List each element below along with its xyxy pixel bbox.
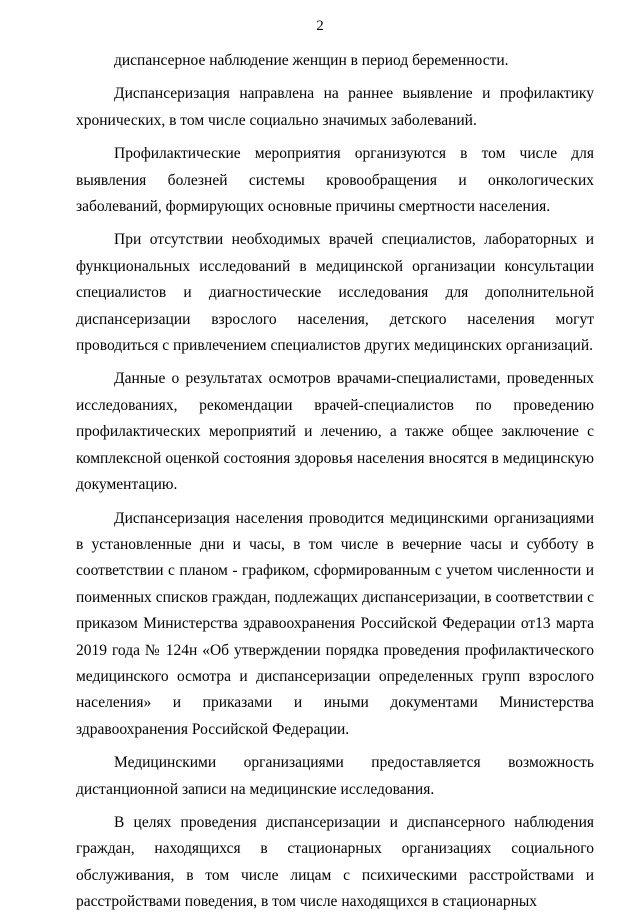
paragraph-continuation: диспансерное наблюдение женщин в период беременности.	[114, 52, 509, 69]
paragraph: При отсутствии необходимых врачей специалистов, лабораторных и функциональных исследований в медицинской организации консультации специалистов и диагностические исследования для дополнительной диспансеризации взрослого населения, детского населения могут проводиться с привлечением специалистов других медицинских организаций.	[76, 231, 594, 355]
paragraph: В целях проведения диспансеризации и диспансерного наблюдения граждан, находящихся в стационарных организациях социального обслуживания, в том числе лицам с психическими расстройствами и расстройствами поведения, в том числе находящихся в стационарных	[76, 813, 594, 911]
paragraph: Медицинскими организациями предоставляется возможность дистанционной записи на медицинские исследования.	[76, 754, 594, 798]
page-number: 2	[316, 18, 324, 34]
paragraph: Данные о результатах осмотров врачами-специалистами, проведенных исследованиях, рекомендации врачей-специалистов по проведению профилактических мероприятий и лечению, а также общее заключение с комплексной оценкой состояния здоровья населения вносятся в медицинскую документацию.	[76, 370, 594, 494]
paragraph: Диспансеризация населения проводится медицинскими организациями в установленные дни и часы, в том числе в вечерние часы и субботу в соответствии с планом - графиком, сформированным с учетом численности и поименных списков граждан, подлежащих диспансеризации, в соответствии с приказом Министерства здравоохранения Российской Федерации от13 марта 2019 года № 124н «Об утверждении порядка проведения профилактического медицинского осмотра и диспансеризации определенных групп взрослого населения» и приказами и иными документами Министерства здравоохранения Российской Федерации.	[76, 509, 594, 738]
paragraph: Профилактические мероприятия организуются в том числе для выявления болезней системы кровообращения и онкологических заболеваний, формирующих основные причины смертности населения.	[76, 145, 594, 216]
document-body	[76, 48, 594, 916]
paragraph: Диспансеризация направлена на раннее выявление и профилактику хронических, в том числе социально значимых заболеваний.	[76, 85, 594, 129]
